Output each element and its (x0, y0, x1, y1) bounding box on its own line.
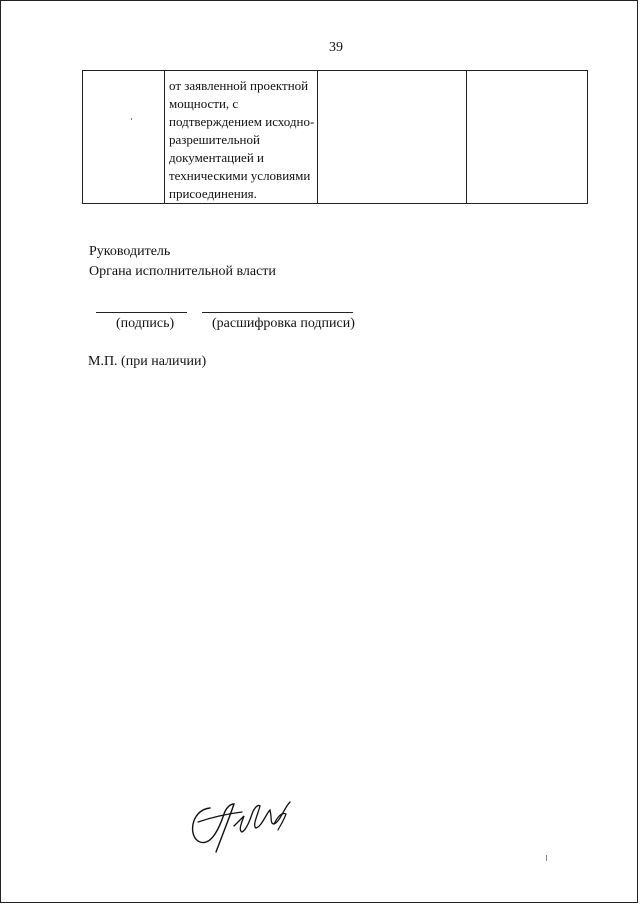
table-cell-empty (83, 71, 165, 204)
scan-mark (131, 118, 132, 120)
signature-caption: (подпись) (116, 316, 175, 331)
table-cell-empty (467, 71, 588, 204)
signatory-title (89, 242, 276, 282)
requirements-table (82, 70, 588, 204)
decoding-caption: (расшифровка подписи) (212, 316, 355, 331)
signatory-title-line: Руководитель (89, 244, 171, 259)
table-row (83, 71, 588, 204)
table-cell-description (165, 71, 318, 204)
signature-blank-line (96, 312, 187, 313)
handwritten-signature (186, 796, 316, 856)
cell-text-line: присоединения. (169, 186, 257, 201)
decoding-blank-line (202, 312, 353, 313)
stamp-placeholder: М.П. (при наличии) (88, 354, 207, 369)
cell-text-line: техническими условиями (169, 168, 311, 183)
cell-text-line: мощности, с (169, 96, 239, 111)
page-number: 39 (329, 40, 343, 55)
cell-text-line: подтверждением исходно- (169, 114, 315, 129)
cell-text-line: разрешительной (169, 132, 260, 147)
cell-text-line: документацией и (169, 150, 264, 165)
signatory-title-line: Органа исполнительной власти (89, 264, 276, 279)
table-cell-empty (318, 71, 467, 204)
scan-mark (546, 855, 547, 861)
cell-text-line: от заявленной проектной (169, 78, 309, 93)
